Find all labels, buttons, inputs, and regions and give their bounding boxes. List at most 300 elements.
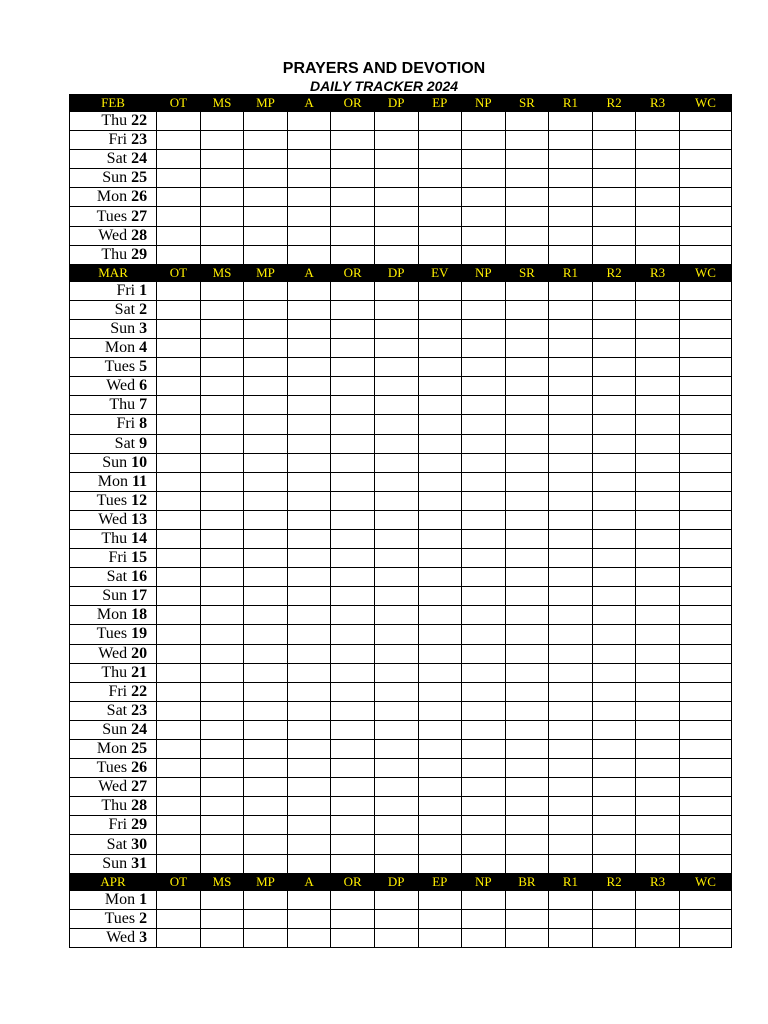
- tracker-cell[interactable]: [374, 854, 418, 873]
- tracker-cell[interactable]: [244, 415, 288, 434]
- tracker-cell[interactable]: [462, 169, 506, 188]
- tracker-cell[interactable]: [418, 909, 462, 928]
- tracker-cell[interactable]: [331, 434, 375, 453]
- tracker-cell[interactable]: [462, 396, 506, 415]
- tracker-cell[interactable]: [418, 606, 462, 625]
- tracker-cell[interactable]: [549, 587, 593, 606]
- tracker-cell[interactable]: [549, 112, 593, 131]
- tracker-cell[interactable]: [157, 797, 201, 816]
- tracker-cell[interactable]: [374, 472, 418, 491]
- tracker-cell[interactable]: [374, 131, 418, 150]
- tracker-cell[interactable]: [462, 245, 506, 264]
- tracker-cell[interactable]: [462, 188, 506, 207]
- tracker-cell[interactable]: [157, 150, 201, 169]
- tracker-cell[interactable]: [418, 415, 462, 434]
- tracker-cell[interactable]: [200, 472, 244, 491]
- tracker-cell[interactable]: [679, 150, 731, 169]
- tracker-cell[interactable]: [592, 701, 636, 720]
- tracker-cell[interactable]: [592, 797, 636, 816]
- tracker-cell[interactable]: [592, 300, 636, 319]
- tracker-cell[interactable]: [462, 491, 506, 510]
- tracker-cell[interactable]: [636, 453, 680, 472]
- tracker-cell[interactable]: [157, 778, 201, 797]
- tracker-cell[interactable]: [418, 491, 462, 510]
- tracker-cell[interactable]: [418, 131, 462, 150]
- tracker-cell[interactable]: [374, 453, 418, 472]
- tracker-cell[interactable]: [374, 319, 418, 338]
- tracker-cell[interactable]: [287, 778, 331, 797]
- tracker-cell[interactable]: [157, 568, 201, 587]
- tracker-cell[interactable]: [244, 358, 288, 377]
- tracker-cell[interactable]: [462, 358, 506, 377]
- tracker-cell[interactable]: [244, 740, 288, 759]
- tracker-cell[interactable]: [157, 720, 201, 739]
- tracker-cell[interactable]: [549, 797, 593, 816]
- tracker-cell[interactable]: [331, 396, 375, 415]
- tracker-cell[interactable]: [679, 644, 731, 663]
- tracker-cell[interactable]: [200, 207, 244, 226]
- tracker-cell[interactable]: [157, 854, 201, 873]
- tracker-cell[interactable]: [331, 510, 375, 529]
- tracker-cell[interactable]: [418, 778, 462, 797]
- tracker-cell[interactable]: [157, 415, 201, 434]
- tracker-cell[interactable]: [592, 131, 636, 150]
- tracker-cell[interactable]: [200, 226, 244, 245]
- tracker-cell[interactable]: [549, 226, 593, 245]
- tracker-cell[interactable]: [679, 377, 731, 396]
- tracker-cell[interactable]: [374, 816, 418, 835]
- tracker-cell[interactable]: [549, 169, 593, 188]
- tracker-cell[interactable]: [418, 816, 462, 835]
- tracker-cell[interactable]: [200, 720, 244, 739]
- tracker-cell[interactable]: [157, 587, 201, 606]
- tracker-cell[interactable]: [636, 928, 680, 947]
- tracker-cell[interactable]: [679, 854, 731, 873]
- tracker-cell[interactable]: [374, 759, 418, 778]
- tracker-cell[interactable]: [592, 453, 636, 472]
- tracker-cell[interactable]: [636, 644, 680, 663]
- tracker-cell[interactable]: [374, 909, 418, 928]
- tracker-cell[interactable]: [331, 281, 375, 300]
- tracker-cell[interactable]: [287, 300, 331, 319]
- tracker-cell[interactable]: [636, 701, 680, 720]
- tracker-cell[interactable]: [592, 854, 636, 873]
- tracker-cell[interactable]: [374, 797, 418, 816]
- tracker-cell[interactable]: [418, 890, 462, 909]
- tracker-cell[interactable]: [331, 377, 375, 396]
- tracker-cell[interactable]: [505, 377, 549, 396]
- tracker-cell[interactable]: [157, 226, 201, 245]
- tracker-cell[interactable]: [244, 663, 288, 682]
- tracker-cell[interactable]: [462, 472, 506, 491]
- tracker-cell[interactable]: [244, 510, 288, 529]
- tracker-cell[interactable]: [549, 358, 593, 377]
- tracker-cell[interactable]: [679, 453, 731, 472]
- tracker-cell[interactable]: [331, 300, 375, 319]
- tracker-cell[interactable]: [374, 606, 418, 625]
- tracker-cell[interactable]: [244, 644, 288, 663]
- tracker-cell[interactable]: [505, 854, 549, 873]
- tracker-cell[interactable]: [462, 740, 506, 759]
- tracker-cell[interactable]: [592, 835, 636, 854]
- tracker-cell[interactable]: [244, 529, 288, 548]
- tracker-cell[interactable]: [462, 682, 506, 701]
- tracker-cell[interactable]: [287, 491, 331, 510]
- tracker-cell[interactable]: [200, 549, 244, 568]
- tracker-cell[interactable]: [287, 740, 331, 759]
- tracker-cell[interactable]: [331, 339, 375, 358]
- tracker-cell[interactable]: [200, 663, 244, 682]
- tracker-cell[interactable]: [592, 188, 636, 207]
- tracker-cell[interactable]: [636, 720, 680, 739]
- tracker-cell[interactable]: [157, 396, 201, 415]
- tracker-cell[interactable]: [331, 226, 375, 245]
- tracker-cell[interactable]: [287, 472, 331, 491]
- tracker-cell[interactable]: [592, 890, 636, 909]
- tracker-cell[interactable]: [157, 131, 201, 150]
- tracker-cell[interactable]: [374, 928, 418, 947]
- tracker-cell[interactable]: [331, 682, 375, 701]
- tracker-cell[interactable]: [418, 245, 462, 264]
- tracker-cell[interactable]: [287, 816, 331, 835]
- tracker-cell[interactable]: [462, 300, 506, 319]
- tracker-cell[interactable]: [244, 606, 288, 625]
- tracker-cell[interactable]: [374, 587, 418, 606]
- tracker-cell[interactable]: [287, 587, 331, 606]
- tracker-cell[interactable]: [200, 529, 244, 548]
- tracker-cell[interactable]: [374, 377, 418, 396]
- tracker-cell[interactable]: [287, 625, 331, 644]
- tracker-cell[interactable]: [374, 207, 418, 226]
- tracker-cell[interactable]: [505, 797, 549, 816]
- tracker-cell[interactable]: [418, 188, 462, 207]
- tracker-cell[interactable]: [462, 909, 506, 928]
- tracker-cell[interactable]: [287, 169, 331, 188]
- tracker-cell[interactable]: [157, 816, 201, 835]
- tracker-cell[interactable]: [374, 701, 418, 720]
- tracker-cell[interactable]: [636, 396, 680, 415]
- tracker-cell[interactable]: [374, 396, 418, 415]
- tracker-cell[interactable]: [549, 909, 593, 928]
- tracker-cell[interactable]: [331, 890, 375, 909]
- tracker-cell[interactable]: [244, 797, 288, 816]
- tracker-cell[interactable]: [505, 281, 549, 300]
- tracker-cell[interactable]: [244, 396, 288, 415]
- tracker-cell[interactable]: [200, 587, 244, 606]
- tracker-cell[interactable]: [418, 472, 462, 491]
- tracker-cell[interactable]: [244, 568, 288, 587]
- tracker-cell[interactable]: [287, 606, 331, 625]
- tracker-cell[interactable]: [287, 549, 331, 568]
- tracker-cell[interactable]: [244, 549, 288, 568]
- tracker-cell[interactable]: [636, 587, 680, 606]
- tracker-cell[interactable]: [200, 816, 244, 835]
- tracker-cell[interactable]: [505, 188, 549, 207]
- tracker-cell[interactable]: [374, 835, 418, 854]
- tracker-cell[interactable]: [679, 358, 731, 377]
- tracker-cell[interactable]: [157, 740, 201, 759]
- tracker-cell[interactable]: [287, 663, 331, 682]
- tracker-cell[interactable]: [679, 319, 731, 338]
- tracker-cell[interactable]: [374, 625, 418, 644]
- tracker-cell[interactable]: [549, 549, 593, 568]
- tracker-cell[interactable]: [636, 625, 680, 644]
- tracker-cell[interactable]: [505, 778, 549, 797]
- tracker-cell[interactable]: [157, 529, 201, 548]
- tracker-cell[interactable]: [636, 281, 680, 300]
- tracker-cell[interactable]: [636, 339, 680, 358]
- tracker-cell[interactable]: [374, 358, 418, 377]
- tracker-cell[interactable]: [679, 245, 731, 264]
- tracker-cell[interactable]: [462, 890, 506, 909]
- tracker-cell[interactable]: [418, 169, 462, 188]
- tracker-cell[interactable]: [157, 434, 201, 453]
- tracker-cell[interactable]: [462, 606, 506, 625]
- tracker-cell[interactable]: [157, 491, 201, 510]
- tracker-cell[interactable]: [200, 319, 244, 338]
- tracker-cell[interactable]: [549, 207, 593, 226]
- tracker-cell[interactable]: [244, 701, 288, 720]
- tracker-cell[interactable]: [200, 644, 244, 663]
- tracker-cell[interactable]: [679, 339, 731, 358]
- tracker-cell[interactable]: [592, 112, 636, 131]
- tracker-cell[interactable]: [549, 835, 593, 854]
- tracker-cell[interactable]: [549, 740, 593, 759]
- tracker-cell[interactable]: [418, 281, 462, 300]
- tracker-cell[interactable]: [505, 587, 549, 606]
- tracker-cell[interactable]: [287, 909, 331, 928]
- tracker-cell[interactable]: [374, 300, 418, 319]
- tracker-cell[interactable]: [331, 835, 375, 854]
- tracker-cell[interactable]: [287, 245, 331, 264]
- tracker-cell[interactable]: [374, 434, 418, 453]
- tracker-cell[interactable]: [287, 854, 331, 873]
- tracker-cell[interactable]: [331, 644, 375, 663]
- tracker-cell[interactable]: [636, 606, 680, 625]
- tracker-cell[interactable]: [418, 529, 462, 548]
- tracker-cell[interactable]: [462, 854, 506, 873]
- tracker-cell[interactable]: [200, 415, 244, 434]
- tracker-cell[interactable]: [462, 663, 506, 682]
- tracker-cell[interactable]: [331, 150, 375, 169]
- tracker-cell[interactable]: [505, 358, 549, 377]
- tracker-cell[interactable]: [331, 909, 375, 928]
- tracker-cell[interactable]: [592, 682, 636, 701]
- tracker-cell[interactable]: [462, 453, 506, 472]
- tracker-cell[interactable]: [374, 491, 418, 510]
- tracker-cell[interactable]: [505, 300, 549, 319]
- tracker-cell[interactable]: [200, 281, 244, 300]
- tracker-cell[interactable]: [200, 740, 244, 759]
- tracker-cell[interactable]: [418, 339, 462, 358]
- tracker-cell[interactable]: [592, 568, 636, 587]
- tracker-cell[interactable]: [549, 377, 593, 396]
- tracker-cell[interactable]: [549, 644, 593, 663]
- tracker-cell[interactable]: [418, 226, 462, 245]
- tracker-cell[interactable]: [592, 377, 636, 396]
- tracker-cell[interactable]: [549, 150, 593, 169]
- tracker-cell[interactable]: [592, 281, 636, 300]
- tracker-cell[interactable]: [244, 131, 288, 150]
- tracker-cell[interactable]: [592, 396, 636, 415]
- tracker-cell[interactable]: [549, 568, 593, 587]
- tracker-cell[interactable]: [418, 396, 462, 415]
- tracker-cell[interactable]: [157, 835, 201, 854]
- tracker-cell[interactable]: [287, 720, 331, 739]
- tracker-cell[interactable]: [549, 682, 593, 701]
- tracker-cell[interactable]: [636, 663, 680, 682]
- tracker-cell[interactable]: [592, 587, 636, 606]
- tracker-cell[interactable]: [331, 759, 375, 778]
- tracker-cell[interactable]: [244, 300, 288, 319]
- tracker-cell[interactable]: [592, 606, 636, 625]
- tracker-cell[interactable]: [679, 701, 731, 720]
- tracker-cell[interactable]: [549, 854, 593, 873]
- tracker-cell[interactable]: [505, 663, 549, 682]
- tracker-cell[interactable]: [418, 720, 462, 739]
- tracker-cell[interactable]: [331, 549, 375, 568]
- tracker-cell[interactable]: [331, 720, 375, 739]
- tracker-cell[interactable]: [157, 300, 201, 319]
- tracker-cell[interactable]: [462, 797, 506, 816]
- tracker-cell[interactable]: [287, 207, 331, 226]
- tracker-cell[interactable]: [592, 245, 636, 264]
- tracker-cell[interactable]: [549, 625, 593, 644]
- tracker-cell[interactable]: [157, 112, 201, 131]
- tracker-cell[interactable]: [636, 549, 680, 568]
- tracker-cell[interactable]: [505, 682, 549, 701]
- tracker-cell[interactable]: [549, 928, 593, 947]
- tracker-cell[interactable]: [505, 150, 549, 169]
- tracker-cell[interactable]: [462, 415, 506, 434]
- tracker-cell[interactable]: [244, 625, 288, 644]
- tracker-cell[interactable]: [331, 854, 375, 873]
- tracker-cell[interactable]: [418, 854, 462, 873]
- tracker-cell[interactable]: [592, 510, 636, 529]
- tracker-cell[interactable]: [244, 453, 288, 472]
- tracker-cell[interactable]: [244, 434, 288, 453]
- tracker-cell[interactable]: [287, 131, 331, 150]
- tracker-cell[interactable]: [200, 377, 244, 396]
- tracker-cell[interactable]: [636, 778, 680, 797]
- tracker-cell[interactable]: [374, 339, 418, 358]
- tracker-cell[interactable]: [462, 720, 506, 739]
- tracker-cell[interactable]: [287, 358, 331, 377]
- tracker-cell[interactable]: [331, 188, 375, 207]
- tracker-cell[interactable]: [244, 281, 288, 300]
- tracker-cell[interactable]: [636, 510, 680, 529]
- tracker-cell[interactable]: [418, 587, 462, 606]
- tracker-cell[interactable]: [592, 625, 636, 644]
- tracker-cell[interactable]: [157, 339, 201, 358]
- tracker-cell[interactable]: [331, 928, 375, 947]
- tracker-cell[interactable]: [679, 415, 731, 434]
- tracker-cell[interactable]: [505, 835, 549, 854]
- tracker-cell[interactable]: [592, 644, 636, 663]
- tracker-cell[interactable]: [157, 890, 201, 909]
- tracker-cell[interactable]: [200, 701, 244, 720]
- tracker-cell[interactable]: [244, 778, 288, 797]
- tracker-cell[interactable]: [244, 377, 288, 396]
- tracker-cell[interactable]: [244, 207, 288, 226]
- tracker-cell[interactable]: [244, 150, 288, 169]
- tracker-cell[interactable]: [549, 606, 593, 625]
- tracker-cell[interactable]: [287, 434, 331, 453]
- tracker-cell[interactable]: [679, 835, 731, 854]
- tracker-cell[interactable]: [592, 358, 636, 377]
- tracker-cell[interactable]: [636, 909, 680, 928]
- tracker-cell[interactable]: [462, 150, 506, 169]
- tracker-cell[interactable]: [679, 928, 731, 947]
- tracker-cell[interactable]: [549, 188, 593, 207]
- tracker-cell[interactable]: [679, 281, 731, 300]
- tracker-cell[interactable]: [244, 890, 288, 909]
- tracker-cell[interactable]: [244, 226, 288, 245]
- tracker-cell[interactable]: [418, 549, 462, 568]
- tracker-cell[interactable]: [287, 415, 331, 434]
- tracker-cell[interactable]: [636, 434, 680, 453]
- tracker-cell[interactable]: [505, 568, 549, 587]
- tracker-cell[interactable]: [157, 169, 201, 188]
- tracker-cell[interactable]: [374, 644, 418, 663]
- tracker-cell[interactable]: [549, 720, 593, 739]
- tracker-cell[interactable]: [592, 150, 636, 169]
- tracker-cell[interactable]: [636, 854, 680, 873]
- tracker-cell[interactable]: [505, 644, 549, 663]
- tracker-cell[interactable]: [505, 928, 549, 947]
- tracker-cell[interactable]: [636, 112, 680, 131]
- tracker-cell[interactable]: [505, 909, 549, 928]
- tracker-cell[interactable]: [549, 434, 593, 453]
- tracker-cell[interactable]: [200, 396, 244, 415]
- tracker-cell[interactable]: [636, 358, 680, 377]
- tracker-cell[interactable]: [157, 606, 201, 625]
- tracker-cell[interactable]: [636, 226, 680, 245]
- tracker-cell[interactable]: [505, 529, 549, 548]
- tracker-cell[interactable]: [200, 606, 244, 625]
- tracker-cell[interactable]: [549, 245, 593, 264]
- tracker-cell[interactable]: [462, 568, 506, 587]
- tracker-cell[interactable]: [462, 928, 506, 947]
- tracker-cell[interactable]: [287, 835, 331, 854]
- tracker-cell[interactable]: [200, 625, 244, 644]
- tracker-cell[interactable]: [331, 472, 375, 491]
- tracker-cell[interactable]: [331, 207, 375, 226]
- tracker-cell[interactable]: [462, 529, 506, 548]
- tracker-cell[interactable]: [157, 281, 201, 300]
- tracker-cell[interactable]: [200, 797, 244, 816]
- tracker-cell[interactable]: [374, 415, 418, 434]
- tracker-cell[interactable]: [157, 453, 201, 472]
- tracker-cell[interactable]: [331, 701, 375, 720]
- tracker-cell[interactable]: [418, 663, 462, 682]
- tracker-cell[interactable]: [157, 759, 201, 778]
- tracker-cell[interactable]: [679, 300, 731, 319]
- tracker-cell[interactable]: [636, 415, 680, 434]
- tracker-cell[interactable]: [418, 434, 462, 453]
- tracker-cell[interactable]: [679, 434, 731, 453]
- tracker-cell[interactable]: [462, 625, 506, 644]
- tracker-cell[interactable]: [244, 759, 288, 778]
- tracker-cell[interactable]: [636, 300, 680, 319]
- tracker-cell[interactable]: [505, 339, 549, 358]
- tracker-cell[interactable]: [505, 434, 549, 453]
- tracker-cell[interactable]: [418, 797, 462, 816]
- tracker-cell[interactable]: [331, 606, 375, 625]
- tracker-cell[interactable]: [505, 453, 549, 472]
- tracker-cell[interactable]: [287, 682, 331, 701]
- tracker-cell[interactable]: [200, 453, 244, 472]
